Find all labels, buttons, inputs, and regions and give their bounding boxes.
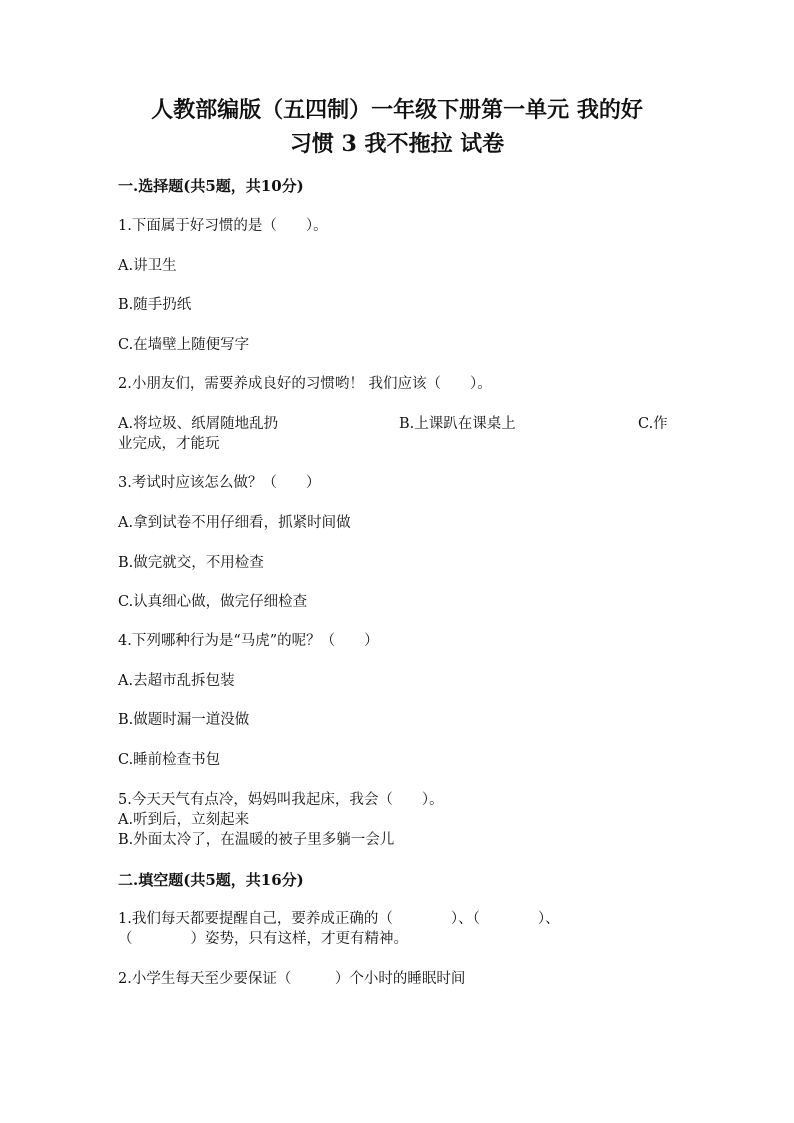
- exam-title-line-1: 人教部编版（五四制）一年级下册第一单元 我的好: [151, 97, 643, 123]
- option-b: B.外面太冷了，在温暖的被子里多躺一会儿: [118, 832, 395, 848]
- option-c: C.认真细心做，做完仔细检查: [118, 594, 308, 610]
- question-stem: 2.小朋友们，需要养成良好的习惯哟！ 我们应该（ ）。: [118, 376, 492, 392]
- option-b: B.做完就交，不用检查: [118, 555, 264, 571]
- fill-question-line: 1.我们每天都要提醒自己，要养成正确的（ ）、（ ）、: [118, 911, 560, 927]
- fill-question-line: （ ）姿势，只有这样，才更有精神。: [118, 931, 408, 947]
- option-b: B.做题时漏一道没做: [118, 712, 250, 728]
- option-a: A.听到后，立刻起来: [118, 812, 250, 828]
- question-stem: 5.今天天气有点冷，妈妈叫我起床，我会（ ）。: [118, 792, 444, 808]
- option-b: B.随手扔纸: [118, 297, 192, 313]
- question-stem: 3.考试时应该怎么做？（ ）: [118, 475, 321, 491]
- fill-question-line: 2.小学生每天至少要保证（ ）个小时的睡眠时间: [118, 971, 466, 987]
- option-c: C.睡前检查书包: [118, 752, 221, 768]
- question-stem: 4.下列哪种行为是“马虎”的呢？（ ）: [118, 633, 379, 649]
- section-heading-choice: 一.选择题(共5题，共10分): [118, 177, 304, 195]
- option-b: B.上课趴在课桌上: [399, 416, 516, 432]
- option-c: C.在墙壁上随便写字: [118, 337, 250, 353]
- option-a: A.拿到试卷不用仔细看，抓紧时间做: [118, 515, 351, 531]
- section-heading-fill-blank: 二.填空题(共5题，共16分): [118, 871, 304, 889]
- option-c: C.作: [638, 416, 668, 432]
- exam-title-line-2: 习惯 3 我不拖拉 试卷: [289, 131, 505, 157]
- option-a: A.讲卫生: [118, 258, 177, 274]
- option-a: A.去超市乱拆包装: [118, 673, 235, 689]
- option-c-continued: 业完成，才能玩: [118, 436, 220, 452]
- option-a: A.将垃圾、纸屑随地乱扔: [118, 416, 279, 432]
- question-stem: 1.下面属于好习惯的是（ ）。: [118, 218, 328, 234]
